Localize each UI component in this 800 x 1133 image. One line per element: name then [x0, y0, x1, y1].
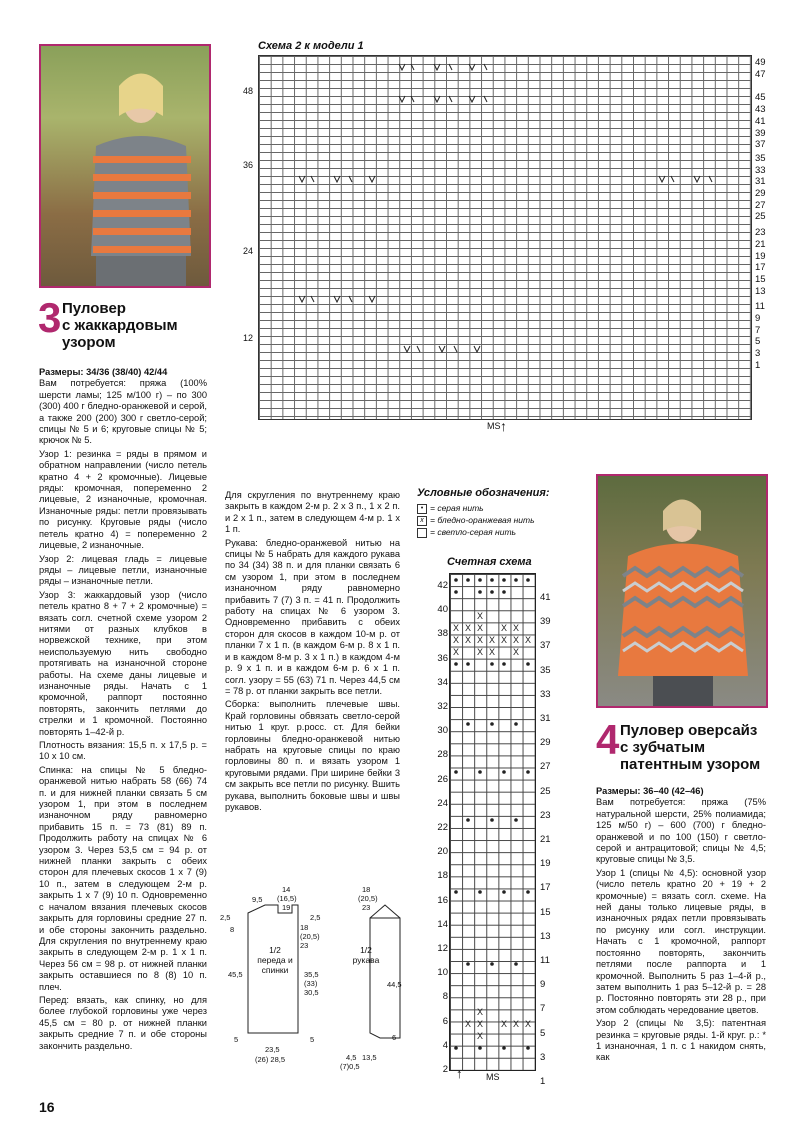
dim: (26) 28,5 — [255, 1055, 286, 1064]
svg-text:X: X — [488, 647, 496, 657]
dim: 35,5 — [304, 970, 319, 979]
counting-left-labels — [430, 574, 448, 1082]
svg-text:X: X — [512, 623, 520, 633]
model4-title-line3: патентным узором — [620, 756, 761, 773]
scheme2-row-label: 11 — [755, 301, 765, 313]
scheme2-right-labels — [755, 57, 785, 372]
model4-materials: Вам потребуется: пряжа (75% натуральной шерсти, 25% полиамида; 125 м/50 г) – 600 (700) г бледно-оранжевой и по 100 (150) г светло-серой и антрацитовой; спицы № 4,5; круговые спицы № 3,5. — [596, 797, 766, 865]
counting-row-label: 8 — [442, 991, 448, 1003]
counting-row-label: 39 — [540, 616, 551, 628]
dim: 30,5 — [304, 988, 319, 997]
scheme2-left-label-24: 24 — [243, 246, 254, 256]
dim: 19 — [282, 903, 291, 912]
scheme2-row-label: 23 — [755, 227, 766, 239]
model3-gauge: Плотность вязания: 15,5 п. х 17,5 р. = 10 х 10 см. — [39, 740, 207, 762]
counting-row-label: 7 — [540, 1003, 546, 1015]
counting-row-label: 40 — [437, 604, 448, 616]
pattern-diagrams — [220, 883, 420, 1068]
scheme2-row-label: 17 — [755, 262, 766, 274]
pattern-back-label: 1/2 переда и спинки — [257, 945, 293, 975]
counting-grid — [449, 573, 536, 1071]
counting-row-label: 16 — [437, 894, 448, 906]
scheme2-row-label: 27 — [755, 199, 766, 211]
counting-row-label: 37 — [540, 640, 551, 652]
scheme2-title: Схема 2 к модели 1 — [258, 40, 364, 52]
dim: (16,5) — [277, 894, 297, 903]
counting-row-label: 12 — [437, 943, 448, 955]
model3-title-line3: узором — [62, 334, 116, 351]
counting-row-label: 24 — [437, 797, 448, 809]
model4-photo-figure — [598, 476, 766, 706]
counting-row-label: 27 — [540, 761, 551, 773]
pattern-sleeve-label: 1/2 рукава — [352, 945, 380, 965]
legend-label: = серая нить — [430, 503, 484, 513]
counting-row-label: 32 — [437, 701, 448, 713]
svg-text:X: X — [512, 647, 520, 657]
scheme2-row-label: 41 — [755, 115, 766, 127]
counting-row-label: 3 — [540, 1051, 546, 1063]
scheme2-row-label: 47 — [755, 68, 766, 80]
svg-text:X: X — [524, 1019, 532, 1029]
counting-row-label: 17 — [540, 882, 551, 894]
legend-label: = бледно-оранжевая нить — [430, 515, 535, 525]
svg-text:X: X — [464, 635, 472, 645]
legend-label: = светло-серая нить — [430, 527, 516, 537]
legend-symbol: • — [417, 504, 427, 514]
svg-text:X: X — [512, 635, 520, 645]
counting-row-label: 2 — [442, 1064, 448, 1076]
model3-assembly: Сборка: выполнить плечевые швы. Край горловины обвязать светло-серой нитью 1 круг. р.росс. ст. Для бейки горловины бледно-оранжевой нитью набрать на круговые спицы по краю горловины 80 п. и вязать узором 1 круговыми рядами. При ширине бейки 3 см закрыть все петли по рисунку. Вшить рукава, выполнить боковые швы и швы рукавов. — [225, 699, 400, 812]
scheme2-row-label: 13 — [755, 285, 766, 297]
counting-row-label: 1 — [540, 1076, 546, 1088]
svg-text:X: X — [476, 647, 484, 657]
svg-text:X: X — [452, 647, 460, 657]
legend-item-grey — [417, 502, 587, 514]
svg-text:X: X — [476, 1031, 484, 1041]
dim: 23,5 — [265, 1045, 280, 1054]
legend — [417, 487, 587, 538]
scheme2-row-label: 39 — [755, 127, 766, 139]
svg-text:X: X — [524, 635, 532, 645]
dim: 45,5 — [228, 970, 243, 979]
dim: 18 — [300, 923, 309, 932]
svg-text:X: X — [476, 635, 484, 645]
counting-row-label: 31 — [540, 713, 551, 725]
counting-row-label: 5 — [540, 1027, 546, 1039]
svg-text:X: X — [476, 611, 484, 621]
counting-symbols — [450, 574, 535, 1070]
counting-row-label: 11 — [540, 955, 550, 967]
counting-row-label: 15 — [540, 906, 551, 918]
dim: 2,5 — [220, 913, 231, 922]
counting-row-label: 13 — [540, 930, 551, 942]
counting-row-label: 30 — [437, 725, 448, 737]
dim: (33) — [304, 979, 318, 988]
counting-right-labels — [540, 586, 560, 1094]
dim: 9,5 — [252, 895, 263, 904]
scheme2-arrow-icon: ↑ — [500, 418, 507, 434]
model3-photo — [39, 44, 211, 288]
dim: 44,5 — [387, 980, 402, 989]
scheme2-row-label: 15 — [755, 273, 766, 285]
counting-row-label: 33 — [540, 688, 551, 700]
dim: 5 — [234, 1035, 239, 1044]
counting-row-label: 35 — [540, 664, 551, 676]
scheme2-left-label-36: 36 — [243, 160, 254, 170]
svg-text:X: X — [500, 635, 508, 645]
legend-item-orange — [417, 514, 587, 526]
scheme2-row-label: 37 — [755, 139, 766, 151]
model4-title — [620, 722, 760, 773]
svg-text:X: X — [512, 1019, 520, 1029]
scheme2-row-label: 25 — [755, 211, 766, 223]
counting-ms: MS — [486, 1072, 500, 1082]
legend-item-lightgrey — [417, 526, 587, 538]
scheme2-row-label: 9 — [755, 313, 761, 325]
model3-title-line2: с жаккардовым — [62, 317, 178, 334]
scheme2-row-label: 45 — [755, 92, 766, 104]
counting-row-label: 23 — [540, 809, 551, 821]
svg-text:X: X — [488, 635, 496, 645]
page-number: 16 — [39, 1099, 55, 1115]
counting-row-label: 29 — [540, 737, 551, 749]
counting-row-label: 19 — [540, 858, 551, 870]
scheme2-row-label: 31 — [755, 176, 766, 188]
svg-text:X: X — [500, 1019, 508, 1029]
legend-symbol — [417, 528, 427, 538]
svg-text:X: X — [500, 623, 508, 633]
dim: 6 — [392, 1033, 397, 1042]
model4-sizes: Размеры: 36–40 (42–46) — [596, 786, 704, 796]
scheme2-row-label: 33 — [755, 164, 766, 176]
counting-row-label: 18 — [437, 870, 448, 882]
counting-row-label: 34 — [437, 676, 448, 688]
dim: (7)0,5 — [340, 1062, 360, 1071]
model4-title-line1: Пуловер оверсайз — [620, 722, 758, 739]
model3-column1 — [39, 367, 207, 1052]
scheme2-row-label: 35 — [755, 152, 766, 164]
counting-row-label: 42 — [437, 580, 448, 591]
model3-materials: Вам потребуется: пряжа (100% шерсти ламы; 125 м/100 г) – по 300 (300) 400 г бледно-оранжевой и серой, а также 200 (200) 300 г светло-серой; спицы № 5 и 6; круговые спицы № 5; крючок № 5. — [39, 378, 208, 446]
dim: 14 — [282, 885, 291, 894]
model3-column2 — [225, 490, 400, 813]
model4-column — [596, 786, 766, 1064]
model3-sizes: Размеры: 34/36 (38/40) 42/44 — [39, 367, 168, 377]
model3-back: Спинка: на спицы № 5 бледно-оранжевой нитью набрать 58 (66) 74 п. и для нижней планки связать 5 см узором 1, при этом в последнем изнаночном ряду равномерно прибавить 15 п. = 73 (81) 89 п. Продолжить работу на спицах № 6 узором 3. Через 53,5 см = 94 р. от нижней планки закрыть с обеих сторон для плечевых скосов 1 х 7 (9) 10 п., затем в следующем 2-м р. закрыть 1 х 7 (9) 10 п. Одновременно с началом вязания плечевых скосов закрыть для горловины средние 27 п. и обе стороны закончить раздельно. Для скругления по внутреннему краю закрыть в следующем 2-м р. 1 х 1 п. Через 56 см = 98 р. от нижней планки закрыть оставшиеся по 8 (8) 10 п. плеч. — [39, 764, 207, 992]
counting-row-label: 20 — [437, 846, 448, 858]
counting-row-label: 9 — [540, 979, 546, 991]
svg-text:X: X — [452, 623, 460, 633]
model4-pattern1: Узор 1 (спицы № 4,5): основной узор (число петель кратно 20 + 19 + 2 кромочные) = вязать согл. схеме. На ней даны только лицевые ряды, в изнаночных рядах петли провязывать по рисунку или согл. инструкции. Начать с 1 кромочной, раппорт постоянно повторять, закончить петлями после раппорта и 1 кромочной. Выполнить 5 раз 1–4-й р., затем выполнить 1 раз 5–12-й р. = 28 р. Постоянно повторять эти 28 р., при этом соблюдать чередование цветов. — [596, 867, 766, 1015]
scheme2-row-label: 43 — [755, 104, 766, 116]
model3-front-cont: Для скругления по внутреннему краю закрыть в каждом 2-м р. 2 х 3 п., 1 х 2 п. и 2 х 1 п., затем в следующем 4-м р. 1 х 1 п. — [225, 490, 400, 535]
dim: 8 — [230, 925, 235, 934]
counting-row-label: 10 — [437, 967, 448, 979]
model4-photo — [596, 474, 768, 708]
scheme2-row-label: 7 — [755, 324, 761, 336]
model3-front: Перед: вязать, как спинку, но для более глубокой горловины уже через 45,5 см = 80 р. от нижней планки закрыть средние 7 п. и обе стороны закончить раздельно. — [39, 994, 207, 1051]
counting-row-label: 28 — [437, 749, 448, 761]
svg-text:X: X — [476, 1007, 484, 1017]
scheme2-row-label: 29 — [755, 188, 766, 200]
scheme2-row-label: 49 — [755, 57, 766, 68]
model3-title — [62, 300, 178, 351]
counting-row-label: 22 — [437, 822, 448, 834]
counting-row-label: 26 — [437, 773, 448, 785]
scheme2-row-label: 21 — [755, 238, 766, 250]
model3-title-line1: Пуловер — [62, 300, 126, 317]
scheme2-left-label-48: 48 — [243, 86, 254, 96]
svg-text:X: X — [464, 623, 472, 633]
model3-pattern3: Узор 3: жаккардовый узор (число петель кратно 8 + 7 + 2 кромочные) = вязать согл. счетной схеме узором 2 нитями от разных клубков в норвежской технике, при этом неиспользуемую нить свободно протягивать на изнаночной стороне работы. На схеме даны лицевые и изнаночные ряды. Начать с 1 кромочной, раппорт постоянно повторять, закончить петлями до стрелки и 1 кромочной. Постоянно повторять 1–42-й р. — [39, 589, 207, 737]
model3-number: 3 — [38, 294, 62, 341]
model3-sleeves: Рукава: бледно-оранжевой нитью на спицы № 5 набрать для каждого рукава по 34 (34) 38 п. и для планки связать 6 см узором 1, при этом в последнем изнаночном ряду равномерно прибавить 7 (7) 3 п. = 41 п. Продолжить работу на спицах № 6 узором 3. Одновременно прибавить с обеих сторон для скосов в каждом 10-м р. от планки 7 х 1 п. (в каждом 6-м р. 8 х 1 п. и в каждом 8-м р. 3 х 1 п.) в каждом 4-м р. 9 х 1 п. и в каждом 6-м р. 6 х 1 п. согл. узору = 55 (63) 71 п. Через 44,5 см = 78 р. от планки закрыть все петли. — [225, 537, 400, 696]
scheme2-ms: MS — [487, 421, 501, 431]
dim: 5 — [310, 1035, 315, 1044]
counting-row-label: 38 — [437, 628, 448, 640]
legend-title: Условные обозначения: — [417, 487, 550, 499]
model3-pattern1: Узор 1: резинка = ряды в прямом и обратном направлении (число петель кратно 4 + 2 кромочные). Лицевые ряды: кромочная, попеременно 2 лицевые, 2 изнаночные, кромочная. Изнаночные ряды: петли провязывать по рисунку. Круговые ряды (число петель кратно 4) = попеременно 2 лицевые, 2 изнаночные. — [39, 448, 207, 551]
counting-arrow-icon: ↑ — [456, 1066, 463, 1081]
dim: (20,5) — [358, 894, 378, 903]
legend-symbol: x — [417, 516, 427, 526]
model4-pattern2: Узор 2 (спицы № 3,5): патентная резинка = круговые ряды. 1-й круг. р.: * 1 изнаночная, 1 п. с 1 накидом снять, как — [596, 1018, 766, 1063]
model4-title-line2: с зубчатым — [620, 739, 706, 756]
model4-number: 4 — [596, 716, 620, 763]
counting-row-label: 6 — [442, 1015, 448, 1027]
svg-text:X: X — [464, 1019, 472, 1029]
scheme2-row-label: 1 — [755, 359, 761, 371]
model3-photo-figure — [41, 46, 209, 286]
scheme2-row-label: 3 — [755, 348, 761, 360]
dim: 13,5 — [362, 1053, 377, 1062]
dim: (20,5) — [300, 932, 320, 941]
dim: 18 — [362, 885, 371, 894]
counting-row-label: 41 — [540, 592, 551, 603]
scheme2-grid — [258, 55, 752, 420]
scheme2-symbols — [259, 56, 751, 419]
svg-text:X: X — [476, 1019, 484, 1029]
model3-pattern2: Узор 2: лицевая гладь = лицевые ряды – лицевые петли, изнаночные ряды – изнаночные петли. — [39, 553, 207, 587]
counting-row-label: 14 — [437, 918, 448, 930]
dim: 23 — [300, 941, 309, 950]
counting-title: Счетная схема — [447, 556, 532, 568]
dim: 23 — [362, 903, 371, 912]
scheme2-row-label: 5 — [755, 336, 761, 348]
scheme2-row-label: 19 — [755, 250, 766, 262]
svg-text:X: X — [476, 623, 484, 633]
counting-row-label: 4 — [442, 1039, 448, 1051]
svg-text:X: X — [452, 635, 460, 645]
counting-row-label: 21 — [540, 834, 551, 846]
dim: 2,5 — [310, 913, 321, 922]
counting-row-label: 25 — [540, 785, 551, 797]
counting-row-label: 36 — [437, 652, 448, 664]
scheme2-left-label-12: 12 — [243, 333, 254, 343]
dim: 4,5 — [346, 1053, 357, 1062]
